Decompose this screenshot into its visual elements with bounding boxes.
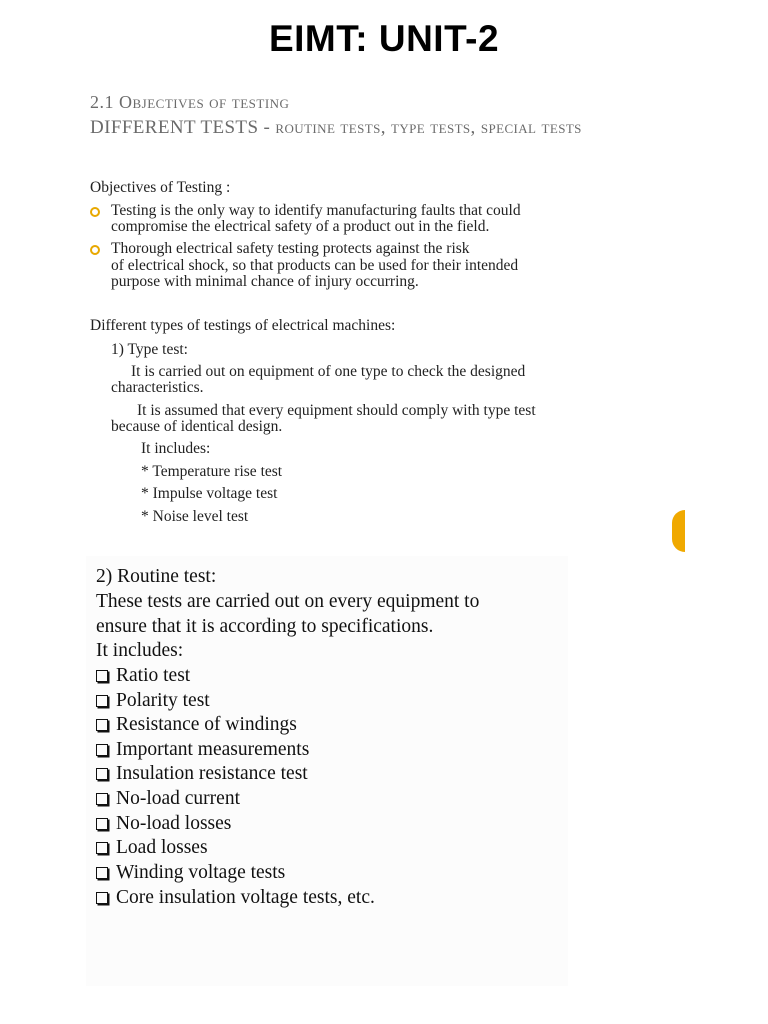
routine-item: Winding voltage tests — [96, 861, 285, 885]
routine-item: No-load losses — [96, 812, 231, 836]
checkbox-icon — [96, 818, 108, 830]
bullet-icon — [90, 207, 100, 217]
checkbox-icon — [96, 695, 108, 707]
routine-item: Important measurements — [96, 738, 309, 762]
section-heading: 2.1 Objectives of testing — [90, 92, 290, 112]
routine-item: Ratio test — [96, 664, 190, 688]
type-test-label: 1) Type test: — [111, 341, 188, 358]
objectives-heading: Objectives of Testing : — [90, 179, 231, 196]
checkbox-icon — [96, 670, 108, 682]
routine-desc-line-1: These tests are carried out on every equipment to — [96, 591, 480, 612]
type-test-item: * Temperature rise test — [141, 463, 283, 480]
type-test-item: * Noise level test — [141, 508, 249, 525]
objective-1-line-1: Testing is the only way to identify manufacturing faults that could — [111, 202, 521, 219]
routine-item: Resistance of windings — [96, 713, 297, 737]
checkbox-icon — [96, 768, 108, 780]
objective-2-line-1: Thorough electrical safety testing protects against the risk — [111, 240, 470, 257]
routine-item: Core insulation voltage tests, etc. — [96, 886, 375, 910]
routine-item: Load losses — [96, 836, 208, 860]
checkbox-icon — [96, 892, 108, 904]
type-test-includes: It includes: — [141, 440, 211, 457]
objective-2-line-3: purpose with minimal chance of injury occurring. — [111, 273, 419, 290]
type-test-item: * Impulse voltage test — [141, 485, 278, 502]
slide-marker-icon — [672, 510, 685, 552]
section-subheading: DIFFERENT TESTS - routine tests, type tests, special tests — [90, 117, 582, 138]
routine-item: Polarity test — [96, 689, 210, 713]
routine-item: Insulation resistance test — [96, 762, 308, 786]
type-test-para-1-line-1: It is carried out on equipment of one type to check the designed — [131, 363, 526, 380]
type-test-para-2-line-1: It is assumed that every equipment should comply with type test — [137, 402, 536, 419]
checkbox-icon — [96, 867, 108, 879]
checkbox-icon — [96, 719, 108, 731]
routine-test-label: 2) Routine test: — [96, 566, 217, 587]
objective-1-line-2: compromise the electrical safety of a product out in the field. — [111, 218, 490, 235]
checkbox-icon — [96, 842, 108, 854]
type-test-para-2-line-2: because of identical design. — [111, 418, 283, 435]
checkbox-icon — [96, 793, 108, 805]
type-test-para-1-line-2: characteristics. — [111, 379, 204, 396]
routine-includes: It includes: — [96, 640, 184, 661]
objective-2-line-2: of electrical shock, so that products can be used for their intended — [111, 257, 519, 274]
routine-item: No-load current — [96, 787, 240, 811]
types-heading: Different types of testings of electrical machines: — [90, 317, 396, 334]
routine-desc-line-2: ensure that it is according to specifications. — [96, 616, 434, 637]
page-title: EIMT: UNIT-2 — [268, 18, 500, 59]
checkbox-icon — [96, 744, 108, 756]
bullet-icon — [90, 245, 100, 255]
